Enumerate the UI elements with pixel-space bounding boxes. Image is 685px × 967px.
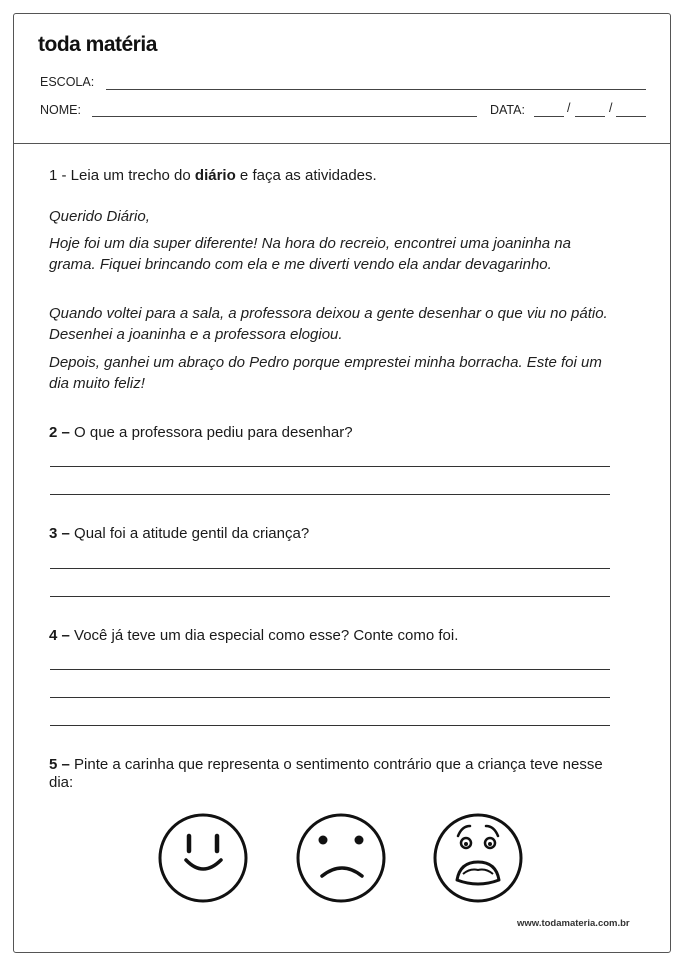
question-5-text: Pinte a carinha que representa o sentimento contrário que a criança teve nesse dia: bbox=[49, 756, 603, 791]
answer-line[interactable] bbox=[50, 725, 610, 726]
answer-line[interactable] bbox=[50, 596, 610, 597]
answer-line[interactable] bbox=[50, 568, 610, 569]
diary-paragraph-1: Hoje foi um dia super diferente! Na hora do recreio, encontrei uma joaninha na grama. Fiquei brincando com ela e me diverti vendo ela andar devagarinho. bbox=[49, 235, 571, 273]
nome-label: NOME: bbox=[40, 103, 81, 117]
diary-paragraph-3: Depois, ganhei um abraço do Pedro porque emprestei minha borracha. Este foi um dia muito feliz! bbox=[49, 354, 602, 392]
question-4 bbox=[49, 627, 621, 645]
answer-line[interactable] bbox=[50, 466, 610, 467]
question-5-number: 5 – bbox=[49, 756, 70, 773]
date-separator: / bbox=[609, 101, 613, 115]
escola-field[interactable] bbox=[106, 89, 646, 90]
footer-url[interactable]: www.todamateria.com.br bbox=[517, 918, 630, 929]
question-2-number: 2 – bbox=[49, 424, 70, 441]
diary-greeting: Querido Diário, bbox=[49, 208, 150, 225]
question-2-text: O que a professora pediu para desenhar? bbox=[69, 424, 353, 441]
date-separator: / bbox=[567, 101, 571, 115]
question-3-number: 3 – bbox=[49, 525, 70, 542]
date-month-field[interactable] bbox=[575, 116, 605, 117]
answer-line[interactable] bbox=[50, 669, 610, 670]
answer-line[interactable] bbox=[50, 697, 610, 698]
answer-line[interactable] bbox=[50, 494, 610, 495]
escola-label: ESCOLA: bbox=[40, 75, 95, 89]
question-4-number: 4 – bbox=[49, 627, 70, 644]
question-3-text: Qual foi a atitude gentil da criança? bbox=[69, 525, 310, 542]
question-2 bbox=[49, 424, 621, 442]
worksheet bbox=[13, 13, 671, 953]
nome-field[interactable] bbox=[92, 116, 477, 117]
question-3 bbox=[49, 525, 621, 543]
question-5 bbox=[49, 756, 621, 792]
scared-face-icon[interactable] bbox=[435, 815, 521, 901]
date-day-field[interactable] bbox=[534, 116, 564, 117]
question-1-text: 1 - Leia um trecho do bbox=[49, 167, 195, 184]
question-1-bold: diário bbox=[194, 167, 236, 184]
sad-face-icon[interactable] bbox=[298, 815, 384, 901]
question-4-text: Você já teve um dia especial como esse? Conte como foi. bbox=[69, 627, 459, 644]
diary-paragraph-2: Quando voltei para a sala, a professora deixou a gente desenhar o que viu no pátio. Desenhei a joaninha e a professora elogiou. bbox=[49, 305, 608, 343]
happy-face-icon[interactable] bbox=[160, 815, 246, 901]
question-1-suffix: e faça as atividades. bbox=[235, 167, 377, 184]
question-1 bbox=[49, 167, 377, 184]
data-label: DATA: bbox=[490, 103, 525, 117]
date-year-field[interactable] bbox=[616, 116, 646, 117]
brand-logo: toda matéria bbox=[38, 33, 157, 56]
header-divider bbox=[14, 143, 670, 144]
